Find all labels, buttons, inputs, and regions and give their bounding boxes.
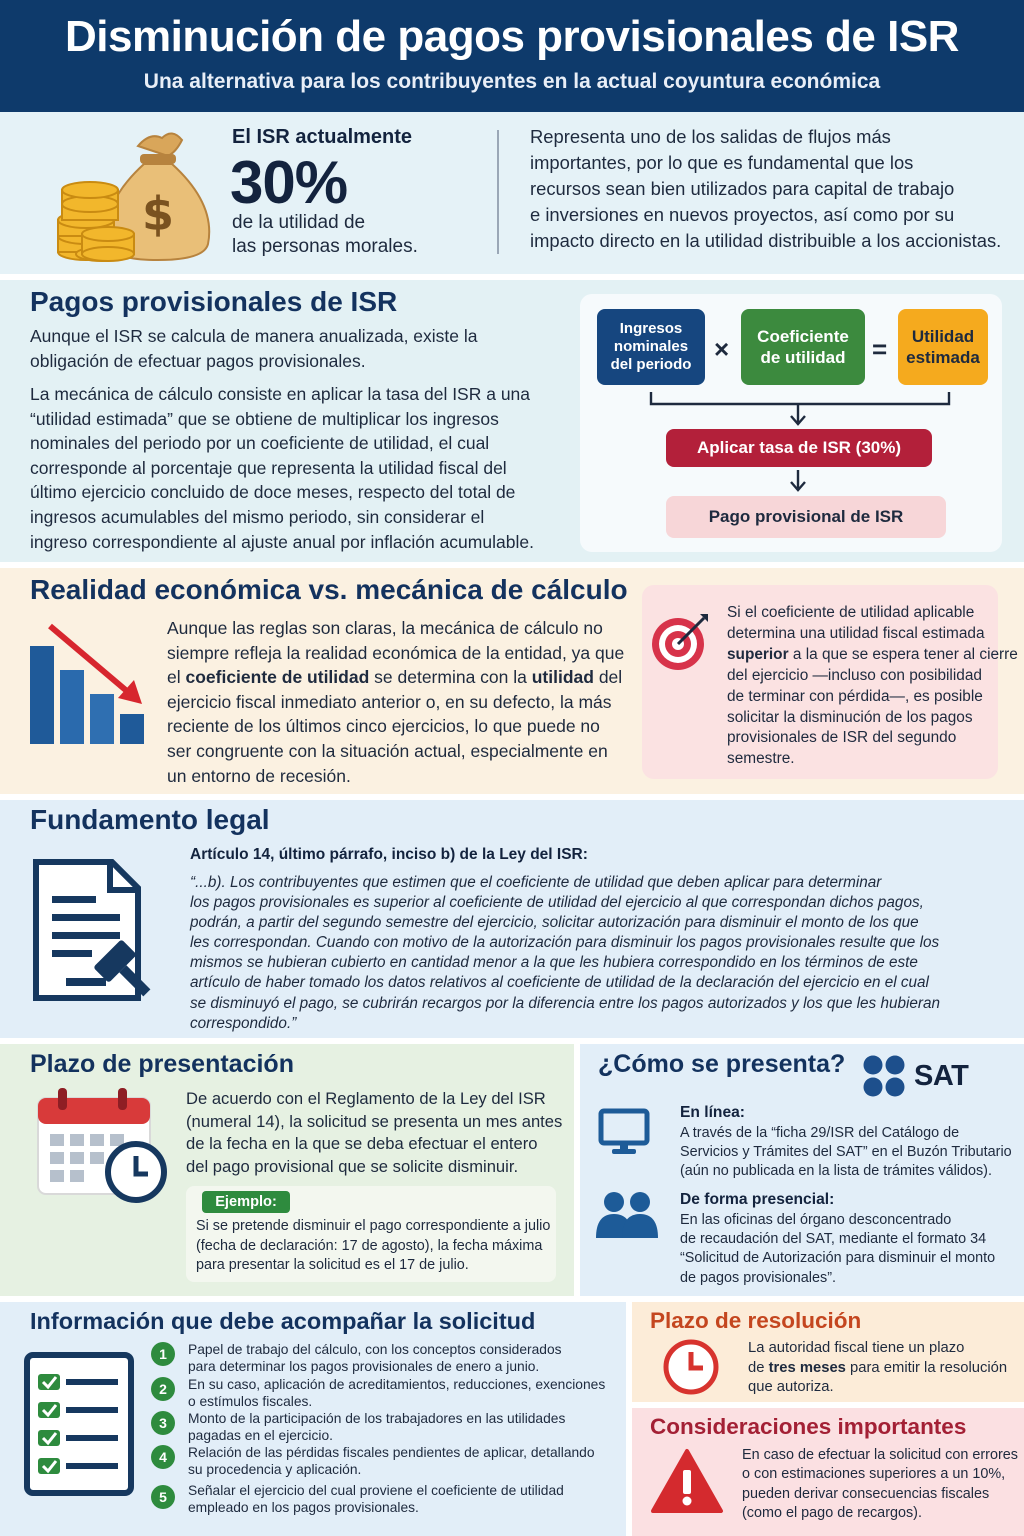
intro-paragraph: Representa uno de los salidas de flujos más importantes, por lo que es fundamental que los recursos sean bien utilizados para capital de trabajo e inversiones en nuevos proyectos, así como por su impacto directo en la utilidad distribuible a los accionistas. — [530, 126, 1002, 251]
money-bag-icon — [28, 124, 212, 264]
intro-divider — [497, 130, 499, 254]
info-item-number: 1 — [151, 1342, 175, 1366]
isr-rate-desc-2: las personas morales. — [232, 236, 418, 257]
realidad-heading: Realidad económica vs. mecánica de cálculo — [30, 574, 628, 605]
presencial-text: En las oficinas del órgano desconcentrado de recaudación del SAT, mediante el formato 34 “Solicitud de Autorización para disminuir el monto de pagos provisionales”. — [680, 1212, 996, 1286]
info-item: Señalar el ejercicio del cual proviene el coeficiente de utilidad empleado en los pagos provisionales. — [188, 1483, 564, 1515]
people-icon — [594, 1190, 660, 1240]
legal-article: Artículo 14, último párrafo, inciso b) de la Ley del ISR: — [190, 846, 588, 863]
resolucion-heading: Plazo de resolución — [650, 1308, 862, 1333]
pagos-para-1: Aunque el ISR se calcula de manera anualizada, existe la obligación de efectuar pagos provisionales. — [30, 326, 478, 371]
realidad-paragraph: Aunque las reglas son claras, la mecánica de cálculo no siempre refleja la realidad económica de la entidad, ya que el coeficiente de utilidad se determina con la utilidad del ejercicio fiscal inmediato anterior o, en su defecto, la más reciente de los últimos cinco ejercicios, lo que puede no ser congruente con la situación actual, especialmente en un entorno de recesión. — [167, 618, 625, 786]
sat-logo-icon — [862, 1054, 906, 1098]
formula-utilidad-box: Utilidad estimada — [898, 309, 988, 385]
info-item-number: 4 — [151, 1445, 175, 1469]
realidad-callout-text: Si el coeficiente de utilidad aplicable determina una utilidad fiscal estimada superior a la que se espera tener al cierre del ejercicio —incluso con posibilidad de terminar con pérdida—, es posible solicitar la disminución de los pagos provisionales de ISR del segundo semestre. — [727, 604, 1018, 768]
declining-chart-icon — [28, 618, 152, 748]
info-item: Papel de trabajo del cálculo, con los conceptos considerados para determinar los pagos provisionales de enero a junio. — [188, 1342, 562, 1374]
page-title: Disminución de pagos provisionales de ISR — [65, 12, 959, 61]
pagos-heading: Pagos provisionales de ISR — [30, 286, 398, 317]
info-item: Relación de las pérdidas fiscales pendientes de aplicar, detallando su procedencia y aplicación. — [188, 1445, 595, 1477]
plazo-text: De acuerdo con el Reglamento de la Ley del ISR (numeral 14), la solicitud se presenta un mes antes de la fecha en la que se deba efectuar el entero del pago provisional que se solicite disminuir. — [186, 1089, 563, 1176]
svg-text:$: $ — [141, 187, 175, 241]
clock-icon — [662, 1338, 720, 1396]
pagos-para-2: La mecánica de cálculo consiste en aplicar la tasa del ISR a una “utilidad estimada” que se obtiene de multiplicar los ingresos nominales del periodo por un coeficiente de utilidad, el cual corresponde al porcentaje que representa la utilidad fiscal del último ejercicio concluido de doce meses, respecto del total de ingresos acumulables del mismo periodo, sin considerar el ingreso correspondiente al ajuste anual por inflación acumulable. — [30, 384, 534, 552]
header-banner — [0, 0, 1024, 112]
isr-label: El ISR actualmente — [232, 126, 413, 148]
formula-ingresos-box: Ingresos nominales del periodo — [597, 309, 705, 385]
plazo-heading: Plazo de presentación — [30, 1050, 294, 1078]
legal-heading: Fundamento legal — [30, 804, 270, 835]
example-text: Si se pretende disminuir el pago correspondiente a julio (fecha de declaración: 17 de agosto), la fecha máxima para presentar la solicitud es el 17 de julio. — [196, 1218, 551, 1274]
info-item: En su caso, aplicación de acreditamientos, reducciones, exenciones o estímulos fiscales. — [188, 1377, 606, 1409]
page-subtitle: Una alternativa para los contribuyentes en la actual coyuntura económica — [143, 70, 881, 93]
presencial-title: De forma presencial: — [680, 1191, 835, 1208]
formula-times: × — [714, 334, 730, 364]
calendar-icon — [36, 1086, 168, 1204]
formula-coeficiente-box: Coeficiente de utilidad — [741, 309, 865, 385]
resolucion-text: La autoridad fiscal tiene un plazo de tres meses para emitir la resolución que autoriza. — [748, 1340, 1008, 1396]
checklist-icon — [24, 1352, 136, 1498]
formula-equals: = — [872, 334, 888, 364]
example-badge: Ejemplo: — [202, 1191, 290, 1213]
formula-result: Pago provisional de ISR — [666, 496, 946, 538]
info-item-number: 2 — [151, 1377, 175, 1401]
consideraciones-heading: Consideraciones importantes — [650, 1414, 967, 1439]
consideraciones-text: En caso de efectuar la solicitud con errores o con estimaciones superiores a un 10%, pueden derivar consecuencias fiscales (como el pago de recargos). — [742, 1447, 1018, 1522]
info-item-number: 5 — [151, 1485, 175, 1509]
info-item-number: 3 — [151, 1411, 175, 1435]
legal-quote: “...b). Los contribuyentes que estimen que el coeficiente de utilidad que deben aplicar para determinar los pagos provisionales es superior al coeficiente de utilidad del ejercicio al que correspondan dichos pagos, podrán, a partir del segundo semestre del ejercicio, solicitar autorización para disminuir el monto de los que les correspondan. Cuando con motivo de la autorización para disminuir los pagos provisionales resulte que los mismos se hubieran cubierto en cantidad menor a la que les hubiera correspondido en los términos de este artículo de haber tomado los datos relativos al coeficiente de utilidad de la declaración del ejercicio en el cual se disminuyó el pago, se cubrirán recargos por la diferencia entre los pagos autorizados y los que les hubieran correspondido.” — [190, 874, 940, 1032]
formula-apply-rate: Aplicar tasa de ISR (30%) — [666, 429, 932, 467]
online-title: En línea: — [680, 1104, 745, 1121]
como-heading: ¿Cómo se presenta? — [598, 1050, 846, 1078]
target-icon — [650, 610, 712, 672]
isr-rate-desc-1: de la utilidad de — [232, 212, 366, 233]
warning-icon — [650, 1448, 724, 1514]
sat-logo-text: SAT — [914, 1060, 969, 1092]
legal-document-icon — [30, 856, 162, 1006]
monitor-icon — [598, 1108, 650, 1156]
info-item: Monto de la participación de los trabajadores en las utilidades pagadas en el ejercicio. — [188, 1411, 566, 1443]
isr-rate: 30% — [230, 149, 348, 216]
info-heading: Información que debe acompañar la solicitud — [30, 1308, 536, 1334]
online-text: A través de la “ficha 29/ISR del Catálogo de Servicios y Trámites del SAT” en el Buzón Tributario (aún no publicada en la lista de trámites válidos). — [680, 1125, 1012, 1180]
